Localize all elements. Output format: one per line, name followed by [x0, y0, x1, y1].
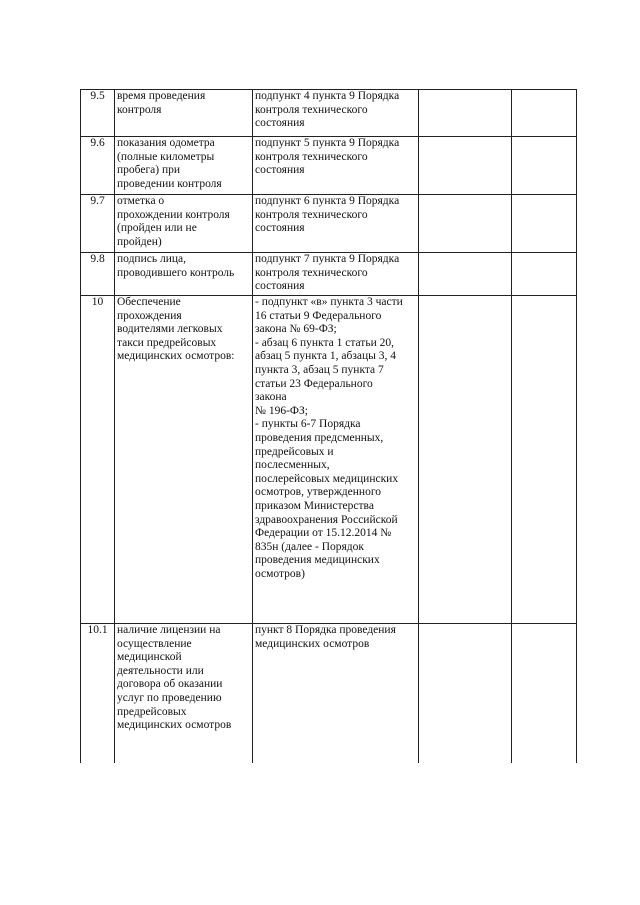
empty-cell: [512, 137, 577, 195]
empty-cell: [419, 195, 512, 253]
table-row: [81, 137, 577, 195]
row-number: 9.5: [81, 90, 115, 137]
table-row: [81, 624, 577, 763]
table-row: [81, 90, 577, 137]
empty-cell: [512, 90, 577, 137]
legal-basis-text: подпункт 6 пункта 9 Порядка контроля технического состояния: [253, 195, 419, 253]
legal-basis-text: - подпункт «в» пункта 3 части 16 статьи 9 Федерального закона № 69-ФЗ; - абзац 6 пункта 1 статьи 20, абзац 5 пункта 1, абзацы 3, 4 пункта 3, абзац 5 пункта 7 статьи 23 Федерального закона № 196-ФЗ; - пункты 6-7 Порядка проведения предсменных, предрейсовых и послесменных, послерейсовых медицинских осмотров, утвержденного приказом Министерства здравоохранения Российской Федерации от 15.12.2014 № 835н (далее - Порядок проведения медицинских осмотров): [253, 296, 419, 624]
row-number: 10: [81, 296, 115, 624]
row-number: 9.7: [81, 195, 115, 253]
row-number: 10.1: [81, 624, 115, 763]
row-number: 9.6: [81, 137, 115, 195]
empty-cell: [512, 624, 577, 763]
requirements-table: [80, 89, 577, 763]
row-number: 9.8: [81, 253, 115, 296]
legal-basis-text: подпункт 7 пункта 9 Порядка контроля технического состояния: [253, 253, 419, 296]
requirement-text: показания одометра (полные километры пробега) при проведении контроля: [115, 137, 253, 195]
empty-cell: [512, 195, 577, 253]
legal-basis-text: пункт 8 Порядка проведения медицинских осмотров: [253, 624, 419, 763]
empty-cell: [512, 296, 577, 624]
empty-cell: [419, 90, 512, 137]
empty-cell: [419, 253, 512, 296]
empty-cell: [419, 624, 512, 763]
requirement-text: наличие лицензии на осуществление медицинской деятельности или договора об оказании услуг по проведению предрейсовых медицинских осмотров: [115, 624, 253, 763]
requirement-text: Обеспечение прохождения водителями легковых такси предрейсовых медицинских осмотров:: [115, 296, 253, 624]
table-row: [81, 253, 577, 296]
requirement-text: время проведения контроля: [115, 90, 253, 137]
requirement-text: подпись лица, проводившего контроль: [115, 253, 253, 296]
empty-cell: [419, 296, 512, 624]
table-row: [81, 296, 577, 624]
empty-cell: [512, 253, 577, 296]
table-row: [81, 195, 577, 253]
legal-basis-text: подпункт 4 пункта 9 Порядка контроля технического состояния: [253, 90, 419, 137]
requirement-text: отметка о прохождении контроля (пройден или не пройден): [115, 195, 253, 253]
legal-basis-text: подпункт 5 пункта 9 Порядка контроля технического состояния: [253, 137, 419, 195]
empty-cell: [419, 137, 512, 195]
